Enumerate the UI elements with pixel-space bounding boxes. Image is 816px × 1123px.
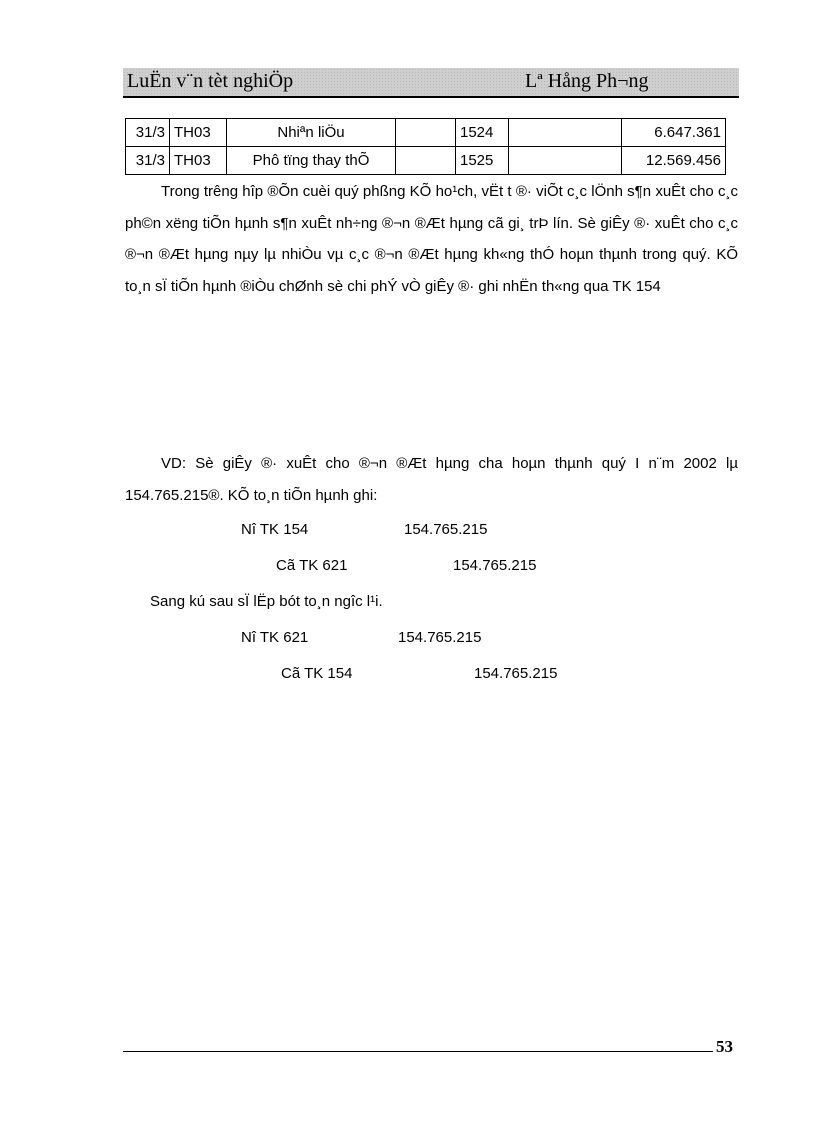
table-cell-date: 31/3	[126, 147, 170, 175]
table-cell-code: TH03	[170, 147, 227, 175]
table-cell-description: Phô tïng thay thÕ	[227, 147, 396, 175]
journal-credit-label: Cã TK 154	[281, 665, 353, 682]
journal-debit-value: 154.765.215	[398, 629, 482, 646]
footer-rule	[123, 1051, 713, 1052]
table-cell-description: Nhiªn liÖu	[227, 119, 396, 147]
journal-debit-label: Nî TK 154	[241, 521, 309, 538]
table-cell-empty	[509, 147, 622, 175]
journal-credit-value: 154.765.215	[474, 665, 558, 682]
header-author: Lª Hång Ph¬ng	[525, 70, 649, 92]
table-cell-empty	[396, 147, 456, 175]
page-header	[123, 68, 739, 98]
table-row	[126, 147, 726, 175]
table-cell-empty	[509, 119, 622, 147]
table-cell-amount: 6.647.361	[622, 119, 726, 147]
page-number: 53	[716, 1037, 733, 1056]
table-cell-account: 1525	[456, 147, 509, 175]
ledger-table	[125, 118, 726, 175]
table-cell-amount: 12.569.456	[622, 147, 726, 175]
journal-credit-label: Cã TK 621	[276, 557, 348, 574]
table-row	[126, 119, 726, 147]
body-paragraph-2: VD: Sè giÊy ®· xuÊt cho ®¬n ®Æt hµng cha hoµn thµnh quý I n¨m 2002 lµ 154.765.215®. KÕ to¸n tiÕn hµnh ghi:	[125, 455, 738, 504]
journal-credit-value: 154.765.215	[453, 557, 537, 574]
table-cell-date: 31/3	[126, 119, 170, 147]
table-cell-empty	[396, 119, 456, 147]
table-cell-account: 1524	[456, 119, 509, 147]
journal-debit-label: Nî TK 621	[241, 629, 309, 646]
body-paragraph-1: Trong trêng hîp ®Õn cuèi quý phßng KÕ ho¹ch, vËt t ®· viÕt c¸c lÖnh s¶n xuÊt cho c¸c ph©n xëng tiÕn hµnh s¶n xuÊt nh÷ng ®¬n ®Æt hµng cã gi¸ trÞ lín. Sè giÊy ®· xuÊt cho c¸c ®¬n ®Æt hµng nµy lµ nhiÒu vµ c¸c ®¬n ®Æt hµng kh«ng thÓ hoµn thµnh trong quý. KÕ to¸n sÏ tiÕn hµnh ®iÒu chØnh sè chi phÝ vÒ giÊy ®· ghi nhËn th«ng qua TK 154	[125, 183, 738, 295]
journal-debit-value: 154.765.215	[404, 521, 488, 538]
table-cell-code: TH03	[170, 119, 227, 147]
reversal-sentence: Sang kú sau sÏ lËp bót to¸n ngîc l¹i.	[150, 593, 383, 610]
header-title: LuËn v¨n tèt nghiÖp	[127, 70, 294, 92]
